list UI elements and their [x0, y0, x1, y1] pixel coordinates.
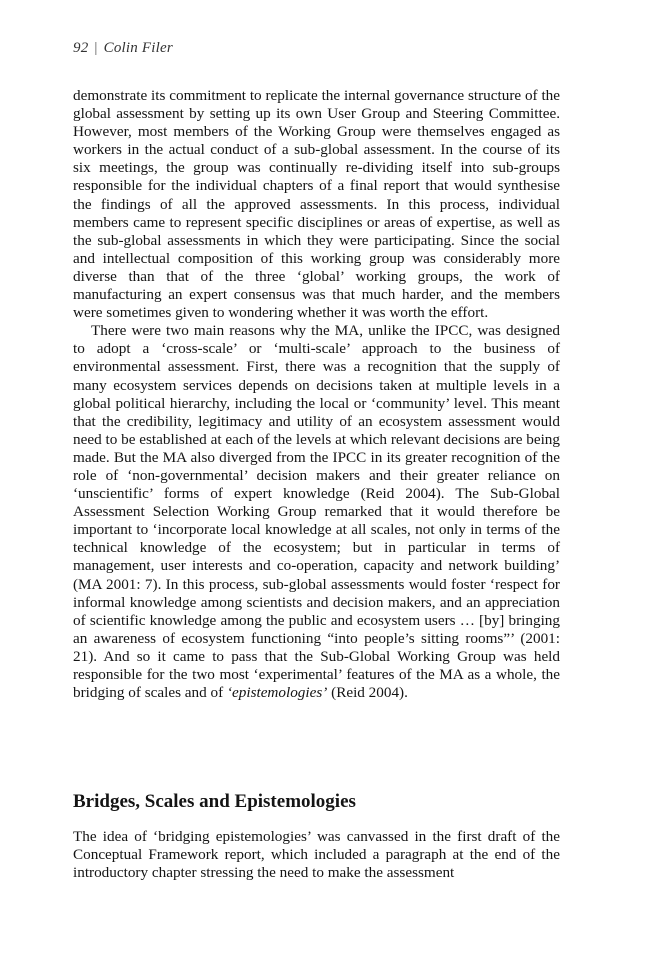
- section-heading: Bridges, Scales and Epistemologies: [73, 791, 356, 812]
- paragraph-2-citation: (Reid 2004).: [327, 684, 408, 702]
- page-number: 92: [73, 40, 89, 56]
- body-text: [73, 87, 560, 702]
- paragraph-2: [73, 322, 560, 702]
- section-body-text: [73, 828, 560, 882]
- author-name: Colin Filer: [103, 40, 173, 56]
- paragraph-1: demonstrate its commitment to replicate the internal governance structure of the global assessment by setting up its own User Group and Steering Committee. However, most members of the Working Group were themselves engaged as workers in the actual conduct of a sub-global assessment. In the course of its six meetings, the group was continually re-dividing itself into sub-groups responsible for the individual chapters of a final report that would synthesise the findings of all the approved assessments. In this process, individual members came to represent specific disciplines or areas of expertise, as well as the sub-global assessments in which they were participating. Since the social and intellectual composition of this working group was considerably more diverse than that of the three ‘global’ working groups, the work of manufacturing an expert consensus was that much harder, and the members were sometimes given to wondering whether it was worth the effort.: [73, 87, 560, 322]
- header-separator: |: [94, 40, 98, 56]
- running-header: [73, 40, 173, 57]
- paragraph-2-text: There were two main reasons why the MA, unlike the IPCC, was designed to adopt a ‘cross-scale’ or ‘multi-scale’ approach to the business of environmental assessment. First, there was a recognition that the supply of many ecosystem services depends on decisions taken at multiple levels in a global political hierarchy, including the local or ‘community’ level. This meant that the credibility, legitimacy and utility of an ecosystem assessment would need to be established at each of the levels at which relevant decisions are being made. But the MA also diverged from the IPCC in its greater recognition of the role of ‘non-governmental’ decision makers and their greater reliance on ‘unscientific’ forms of expert knowledge (Reid 2004). The Sub-Global Assessment Selection Working Group remarked that it would therefore be important to ‘incorporate local knowledge at all scales, not only in terms of the technical knowledge of the ecosystem; but in particular in terms of management, user interests and co-operation, capacity and network building’ (MA 2001: 7). In this process, sub-global assessments would foster ‘respect for informal knowledge among scientists and decision makers, and an appreciation of scientific knowledge among the public and ecosystem users … [by] bringing an awareness of ecosystem functioning “into people’s sitting rooms”’ (2001: 21). And so it came to pass that the Sub-Global Working Group was held responsible for the two most ‘experimental’ features of the MA as a whole, the bridging of scales and of: [73, 322, 560, 702]
- paragraph-2-italic-term: ‘epistemologies’: [226, 684, 328, 702]
- paragraph-3: The idea of ‘bridging epistemologies’ was canvassed in the first draft of the Conceptual Framework report, which included a paragraph at the end of the introductory chapter stressing the need to make the assessment: [73, 828, 560, 882]
